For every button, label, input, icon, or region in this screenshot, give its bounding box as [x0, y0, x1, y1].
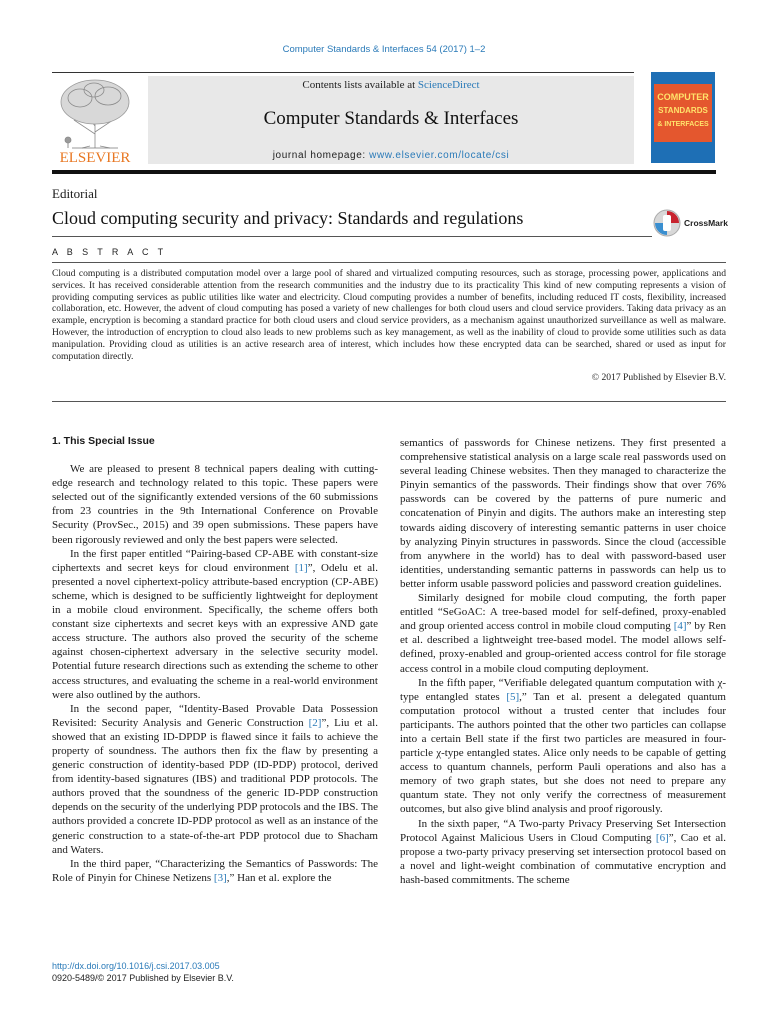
- journal-title: Computer Standards & Interfaces: [263, 108, 519, 129]
- right-paragraphs: [400, 436, 726, 887]
- elsevier-logo[interactable]: [52, 76, 138, 164]
- body-paragraph: [400, 817, 726, 887]
- abstract-copyright: © 2017 Published by Elsevier B.V.: [591, 372, 726, 383]
- homepage-prefix: journal homepage:: [272, 150, 370, 161]
- paragraph-text: In the second paper, “Identity-Based Provable Data Possession Revisited: Security Analysis and Generic Construction: [52, 702, 378, 729]
- issn-line: 0920-5489/© 2017 Published by Elsevier B.V.: [52, 973, 234, 983]
- sciencedirect-link[interactable]: ScienceDirect: [417, 79, 480, 91]
- right-column: [400, 436, 726, 887]
- abstract-heading: A B S T R A C T: [52, 247, 167, 257]
- contents-line: [148, 79, 634, 91]
- abstract-bottom-rule: [52, 401, 726, 402]
- body-paragraph: [52, 547, 378, 702]
- paragraph-text: semantics of passwords for Chinese netizens. They first presented a comprehensive statistical analysis on a large scale real passwords used on several leading Chinese websites. Then they managed to characterize the Pinyin semantics of the passwords. Their findings show that over 76% passwords can be covered by the patterns of pure numeric and concatenation of Pinyin and digits. The authors make an interesting step towards aiding discovery of interesting semantic patterns in user choice by analyzing Pinyin structures in passwords. Since the cloud (accessible from anywhere in the world) has to deal with password-based user identities, understanding semantic patterns in passwords can help us to better inform usable password policies and password creation guidelines.: [400, 437, 726, 590]
- left-column: [52, 434, 378, 885]
- contents-prefix: Contents lists available at: [302, 79, 418, 91]
- doi-link[interactable]: http://dx.doi.org/10.1016/j.csi.2017.03.005: [52, 961, 220, 971]
- citation-link[interactable]: [1]: [294, 561, 308, 574]
- paragraph-text: ,” Tan et al. present a delegated quantum computation protocol without a trusted center that includes four participants. The authors pointed that the other two particles can collapse into a certain Bell state if the first two particles are measured in four-particle χ-type entangled states. Alice only needs to be capable of getting access to quantum channels, perform Pauli operations and also has a memory of two graph states, but she does not need to prepare any quantum state. They not only verify the correctness of measurement outcomes, but also give blind analysis and proof rigorously.: [400, 690, 726, 816]
- journal-homepage: [148, 150, 634, 161]
- cover-title-line-3: & INTERFACES: [657, 121, 709, 128]
- paragraph-text: ”, Liu et al. showed that an existing ID-DPDP is flawed since it fails to achieve the property of soundness. The authors then fix the flaw by presenting a generic construction of identity-based PDP (ID-PDP) protocol, derived from identity-based signatures (IBS) and traditional PDP protocols. The authors proved that the soundness of the generic ID-PDP construction depends on the security of the underlying PDP protocols and the IBS. The authors provided a concrete ID-PDP protocol as well as an instance of the generic construction to a state-of-the-art PDP protocol due to Shacham and Waters.: [52, 716, 378, 856]
- paragraph-text: ”, Odelu et al. presented a novel ciphertext-policy attribute-based encryption (CP-ABE) scheme, which is designed to be sufficiently lightweight for deployment in a mobile cloud environment. Specifically, the scheme offers both constant size ciphertexts and secret keys with an expressive AND gate access structure. The authors also proved the security of the scheme against chosen-ciphertext adversary in the selective security model. Potential future research directions such as extending the scheme to other access structures, and evaluating the scheme in a real-world environment were also outlined by the authors.: [52, 561, 378, 701]
- body-paragraph: [400, 676, 726, 817]
- crossmark-icon: [654, 210, 680, 236]
- article-title: Cloud computing security and privacy: Standards and regulations: [52, 208, 524, 228]
- section-heading: 1. This Special Issue: [52, 435, 155, 447]
- paragraph-text: Similarly designed for mobile cloud computing, the forth paper entitled “SeGoAC: A tree-based model for self-defined, proxy-enabled and group oriented access control in mobile cloud computing: [400, 592, 726, 633]
- body-paragraph: [52, 462, 378, 547]
- paragraph-text: We are pleased to present 8 technical papers dealing with cutting-edge research and technology related to this topic. These papers were selected out of the significantly extended versions of the 60 submissions from 23 countries in the 9th International Conference on Provable Security (ProvSec., 2015) and 39 open submissions. These papers have been rigorously reviewed and only the best papers were selected.: [52, 463, 378, 546]
- footer: [52, 960, 234, 984]
- paragraph-text: ”, Cao et al. propose a two-party privacy preserving set intersection protocol based on a novel and light-weight combination of commutative encryption and hash-based commitments. The scheme: [400, 831, 727, 886]
- paragraph-text: ” by Ren et al. described a lightweight tree-based model. The model allows self-defined, proxy-enabled and group-oriented access control for file storage access control in a mobile cloud computing deployment.: [400, 620, 726, 675]
- title-rule: [52, 236, 652, 237]
- paragraph-text: In the first paper entitled “Pairing-based CP-ABE with constant-size ciphertexts and secret keys for cloud environment: [52, 547, 378, 574]
- left-paragraphs: [52, 462, 378, 885]
- citation-link[interactable]: [4]: [673, 620, 687, 633]
- cover-title-line-1: COMPUTER: [657, 92, 709, 102]
- header-top-rule: [52, 72, 634, 73]
- paragraph-text: ,” Han et al. explore the: [226, 871, 332, 884]
- citation-link[interactable]: [3]: [213, 871, 227, 884]
- abstract-text: Cloud computing is a distributed computation model over a large pool of shared and virtualized computing resources, such as storage, processing power, applications and services. It has received considerable attention from the research communities and the industry due to its practicality This kind of new computing represents a vision of providing computing services as public utilities like water and electricity. Cloud computing provides a number of benefits, including reduced IT costs, flexibility, increased collaboration, etc. However, the advent of cloud computing has posed a variety of new challenges for both cloud users and cloud service providers. Taking data privacy as an example, encryption is becoming a standard practice for both cloud users and cloud service providers, as a mechanism against unauthorized surveillance as well as malware. However, the introduction of encryption to cloud also leads to new problems such as key management, as well as the inability of cloud to provide some utilities such as data manipulation. Providing cloud as utilities is an active research area of interest, which includes how these encrypted data can be searched, shared or used as input for computation directly.: [52, 268, 726, 362]
- crossmark-label[interactable]: CrossMark: [684, 218, 728, 228]
- body-paragraph: [400, 591, 726, 676]
- journal-masthead: [148, 76, 634, 164]
- abstract-top-rule: [52, 262, 726, 263]
- homepage-link[interactable]: www.elsevier.com/locate/csi: [369, 150, 510, 161]
- cover-title-line-2: STANDARDS: [658, 106, 708, 115]
- paragraph-text: In the third paper, “Characterizing the Semantics of Passwords: The Role of Pinyin for Chinese Netizens: [52, 857, 378, 884]
- citation-link[interactable]: [5]: [506, 690, 520, 703]
- header-bottom-rule: [52, 170, 716, 174]
- body-paragraph: [400, 436, 726, 591]
- paragraph-text: In the fifth paper, “Verifiable delegated quantum computation with χ-type entangled states: [400, 676, 726, 703]
- body-paragraph: [52, 702, 378, 857]
- paragraph-text: In the sixth paper, “A Two-party Privacy Preserving Set Intersection Protocol Against Malicious Users in Cloud Computing: [400, 817, 726, 844]
- journal-citation[interactable]: Computer Standards & Interfaces 54 (2017) 1–2: [282, 44, 486, 55]
- article-type: Editorial: [52, 186, 98, 201]
- body-paragraph: [52, 857, 378, 885]
- journal-cover[interactable]: [651, 72, 715, 163]
- citation-link[interactable]: [2]: [308, 716, 322, 729]
- citation-link[interactable]: [6]: [655, 831, 669, 844]
- publisher-wordmark: ELSEVIER: [59, 150, 131, 164]
- tree-icon: [61, 80, 129, 148]
